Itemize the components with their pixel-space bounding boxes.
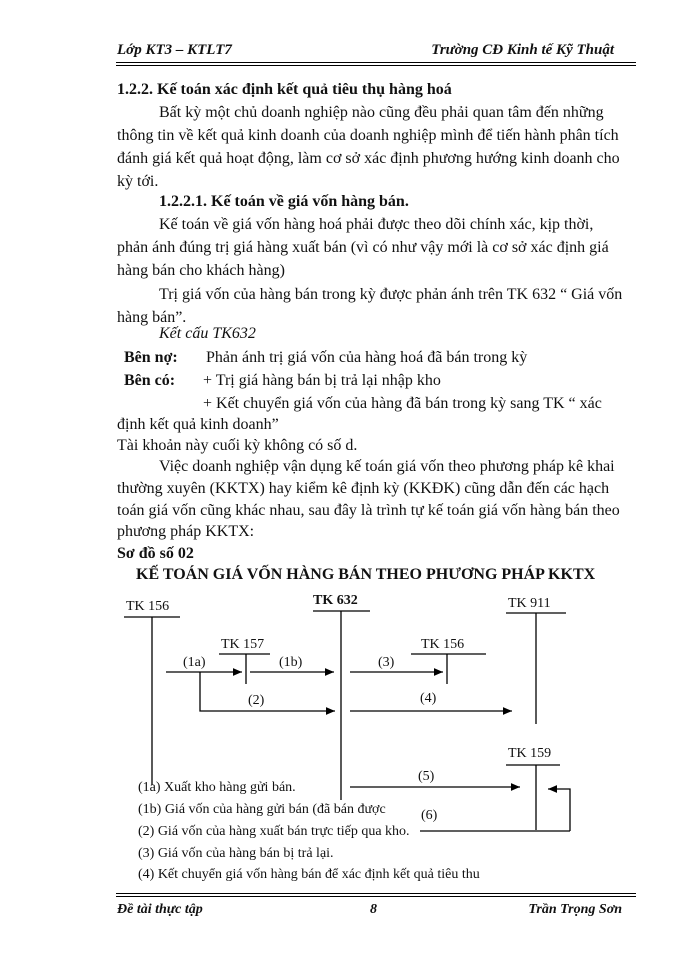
para3-line-3: toán giá vốn cũng khác nhau, sau đây là trình tự kế toán giá vốn hàng bán theo [117, 502, 620, 519]
legend-1a: (1a) Xuất kho hàng gửi bán. [138, 780, 296, 795]
legend-3: (3) Giá vốn của hàng bán bị trả lại. [138, 846, 334, 861]
diagram-number: Sơ đồ số 02 [117, 545, 194, 562]
legend-2: (2) Giá vốn của hàng xuất bán trực tiếp qua kho. [138, 824, 410, 839]
tk157-label: TK 157 [221, 637, 265, 652]
step-label-5: (5) [418, 769, 435, 784]
para1-line-3: hàng bán cho khách hàng) [117, 262, 285, 279]
step-label-1b: (1b) [279, 655, 303, 670]
structure-title: Kết cấu TK632 [159, 325, 256, 342]
credit-text-2: + Kết chuyển giá vốn của hàng đã bán trong kỳ sang TK “ xác [203, 395, 602, 412]
no-balance-text: Tài khoản này cuối kỳ không có số d. [117, 437, 358, 454]
step-label-2: (2) [248, 693, 265, 708]
header-right: Trường CĐ Kinh tế Kỹ Thuật [431, 42, 614, 58]
para3-line-4: phương pháp KKTX: [117, 523, 255, 540]
debit-label: Bên nợ: [124, 349, 178, 366]
intro-line-1: Bất kỳ một chủ doanh nghiệp nào cũng đều phải quan tâm đến những [159, 104, 604, 121]
footer-right: Trần Trọng Sơn [528, 902, 622, 917]
arrow-2 [200, 672, 335, 711]
footer-rule [116, 893, 636, 894]
para2-line-1: Trị giá vốn của hàng bán trong kỳ được phản ánh trên TK 632 “ Giá vốn [159, 286, 623, 303]
intro-line-3: đánh giá kết quả hoạt động, làm cơ sở xác định phương hướng kinh doanh cho [117, 150, 620, 167]
step-label-1a: (1a) [183, 655, 206, 670]
para3-line-1: Việc doanh nghiệp vận dụng kế toán giá vốn theo phương pháp kê khai [159, 458, 615, 475]
tk156-right-label: TK 156 [421, 637, 465, 652]
step-label-3: (3) [378, 655, 395, 670]
diagram-title: KẾ TOÁN GIÁ VỐN HÀNG BÁN THEO PHƯƠNG PHÁP KKTX [136, 566, 596, 583]
para1-line-2: phản ánh đúng trị giá hàng xuất bán (vì có như vậy mới là cơ sở xác định giá [117, 239, 609, 256]
credit-text-3: định kết quả kinh doanh” [117, 416, 279, 433]
legend-1b: (1b) Giá vốn của hàng gửi bán (đã bán được [138, 802, 386, 817]
page-number: 8 [370, 902, 377, 917]
intro-line-2: thông tin về kết quả kinh doanh của doanh nghiệp mình để tiến hành phân tích [117, 127, 619, 144]
tk156-left-label: TK 156 [126, 599, 170, 614]
arrow-6 [548, 789, 570, 831]
step-label-4: (4) [420, 691, 437, 706]
sub-heading: 1.2.2.1. Kế toán về giá vốn hàng bán. [159, 193, 409, 210]
footer-rule-thick [116, 896, 636, 897]
para1-line-1: Kế toán về giá vốn hàng hoá phải được theo dõi chính xác, kịp thời, [159, 216, 594, 233]
tk911-label: TK 911 [508, 596, 551, 611]
step-label-6: (6) [421, 808, 438, 823]
intro-line-4: kỳ tới. [117, 173, 159, 190]
header-left: Lớp KT3 – KTLT7 [117, 42, 232, 58]
para3-line-2: thường xuyên (KKTX) hay kiểm kê định kỳ (KKĐK) cũng dẫn đến các hạch [117, 480, 610, 497]
legend-4: (4) Kết chuyển giá vốn hàng bán để xác định kết quả tiêu thu [138, 867, 480, 882]
para2-line-2: hàng bán”. [117, 309, 187, 326]
tk632-label: TK 632 [313, 593, 358, 608]
credit-text-1: + Trị giá hàng bán bị trả lại nhập kho [203, 372, 441, 389]
debit-text: Phản ánh trị giá vốn của hàng hoá đã bán trong kỳ [206, 349, 528, 366]
credit-label: Bên có: [124, 372, 176, 389]
tk159-label: TK 159 [508, 746, 552, 761]
section-heading: 1.2.2. Kế toán xác định kết quả tiêu thụ hàng hoá [117, 81, 452, 98]
footer-left: Đề tài thực tập [117, 902, 203, 917]
